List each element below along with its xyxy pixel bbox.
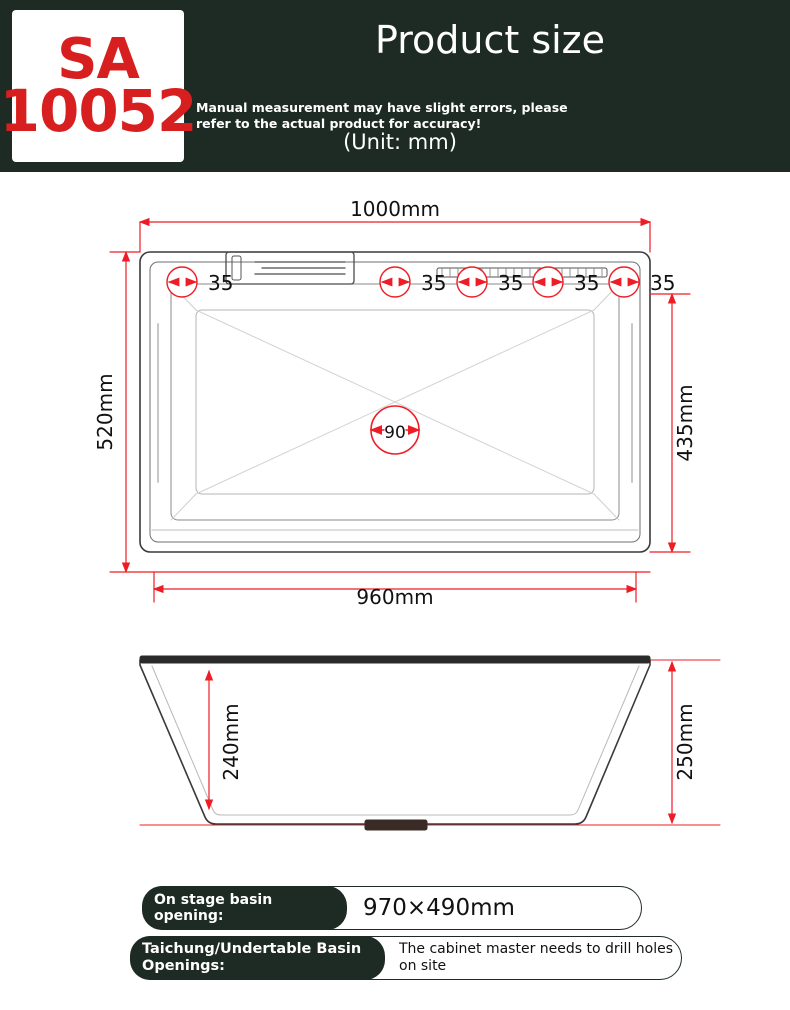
sku-line-2: 10052 xyxy=(0,77,197,146)
side-drain-boss xyxy=(365,820,427,830)
label-inner-width: 960mm xyxy=(356,585,434,609)
measurement-note: Manual measurement may have slight errors, please refer to the actual product for accuracy! xyxy=(196,100,568,131)
sku-badge xyxy=(0,10,197,162)
spec-row-undertable xyxy=(130,936,682,980)
sink-side-outer xyxy=(140,660,650,824)
label-tap-hole-3: 35 xyxy=(498,271,524,295)
label-tap-hole-5: 35 xyxy=(650,271,676,295)
sku-line-1: SA xyxy=(57,26,139,92)
spec-value-undertable: The cabinet master needs to drill holes on site xyxy=(399,941,674,974)
label-drain-hole: 90 xyxy=(384,423,406,443)
label-inner-depth: 240mm xyxy=(219,703,243,781)
sink-side-rim xyxy=(140,656,650,663)
label-tap-hole-1: 35 xyxy=(208,271,234,295)
unit-label: (Unit: mm) xyxy=(343,130,457,154)
dim-overall-width xyxy=(140,222,650,252)
label-overall-width: 1000mm xyxy=(350,197,440,221)
spec-tag-on-stage: On stage basin opening: xyxy=(142,886,347,930)
technical-drawing xyxy=(0,172,790,1010)
spec-value-on-stage: 970×490mm xyxy=(363,895,515,921)
tap-hole-markers xyxy=(167,267,639,297)
spec-row-on-stage xyxy=(142,886,642,930)
label-overall-height: 520mm xyxy=(93,373,117,451)
label-inner-height: 435mm xyxy=(673,384,697,462)
label-outer-depth: 250mm xyxy=(673,703,697,781)
label-tap-hole-4: 35 xyxy=(574,271,600,295)
header-banner xyxy=(0,0,790,172)
spec-tag-undertable: Taichung/Undertable Basin Openings: xyxy=(130,936,385,980)
page-title: Product size xyxy=(374,18,606,62)
label-tap-hole-2: 35 xyxy=(421,271,447,295)
